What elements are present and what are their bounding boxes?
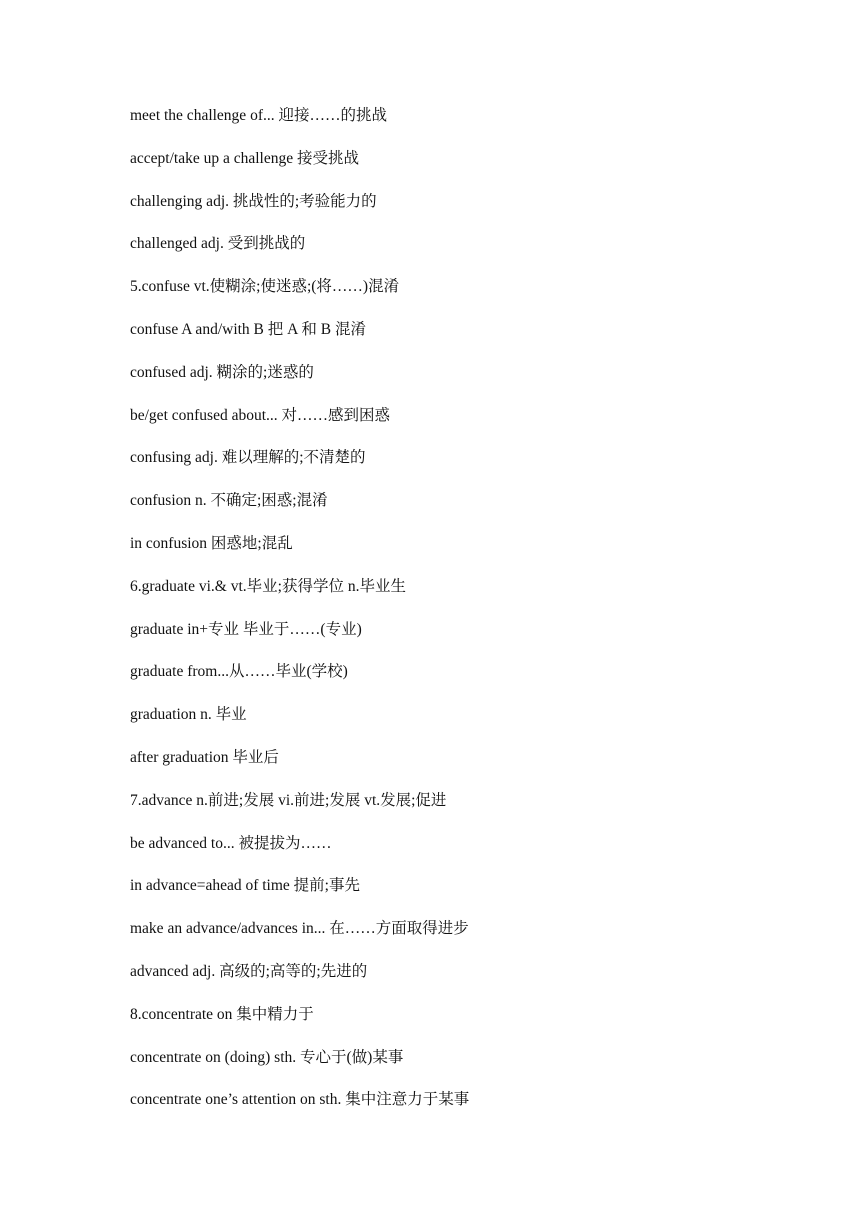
text-line: advanced adj. 高级的;高等的;先进的 (130, 962, 368, 980)
text-line: make an advance/advances in... 在……方面取得进步 (130, 920, 469, 938)
text-line: graduate from...从……毕业(学校) (130, 663, 348, 681)
text-line: concentrate on (doing) sth. 专心于(做)某事 (130, 1048, 404, 1066)
text-line: after graduation 毕业后 (130, 748, 279, 766)
text-line: concentrate one’s attention on sth. 集中注意力于某事 (130, 1091, 470, 1109)
vocabulary-list (130, 104, 770, 1131)
text-line: 8.concentrate on 集中精力于 (130, 1005, 314, 1023)
text-line: graduate in+专业 毕业于……(专业) (130, 620, 362, 638)
text-line: confuse A and/with B 把 A 和 B 混淆 (130, 320, 366, 338)
text-line: 7.advance n.前进;发展 vi.前进;发展 vt.发展;促进 (130, 791, 447, 809)
text-line: challenged adj. 受到挑战的 (130, 235, 306, 253)
text-line: graduation n. 毕业 (130, 706, 247, 724)
text-line: confused adj. 糊涂的;迷惑的 (130, 363, 314, 381)
text-line: be/get confused about... 对……感到困惑 (130, 406, 391, 424)
text-line: challenging adj. 挑战性的;考验能力的 (130, 192, 377, 210)
text-line: in advance=ahead of time 提前;事先 (130, 877, 360, 895)
text-line: meet the challenge of... 迎接……的挑战 (130, 107, 387, 124)
text-line: 6.graduate vi.& vt.毕业;获得学位 n.毕业生 (130, 577, 406, 595)
text-line: confusing adj. 难以理解的;不清楚的 (130, 449, 366, 467)
text-line: confusion n. 不确定;困惑;混淆 (130, 492, 328, 510)
text-line: in confusion 困惑地;混乱 (130, 534, 293, 552)
text-line: accept/take up a challenge 接受挑战 (130, 149, 359, 167)
text-line: 5.confuse vt.使糊涂;使迷惑;(将……)混淆 (130, 278, 400, 296)
text-line: be advanced to... 被提拔为…… (130, 834, 332, 852)
